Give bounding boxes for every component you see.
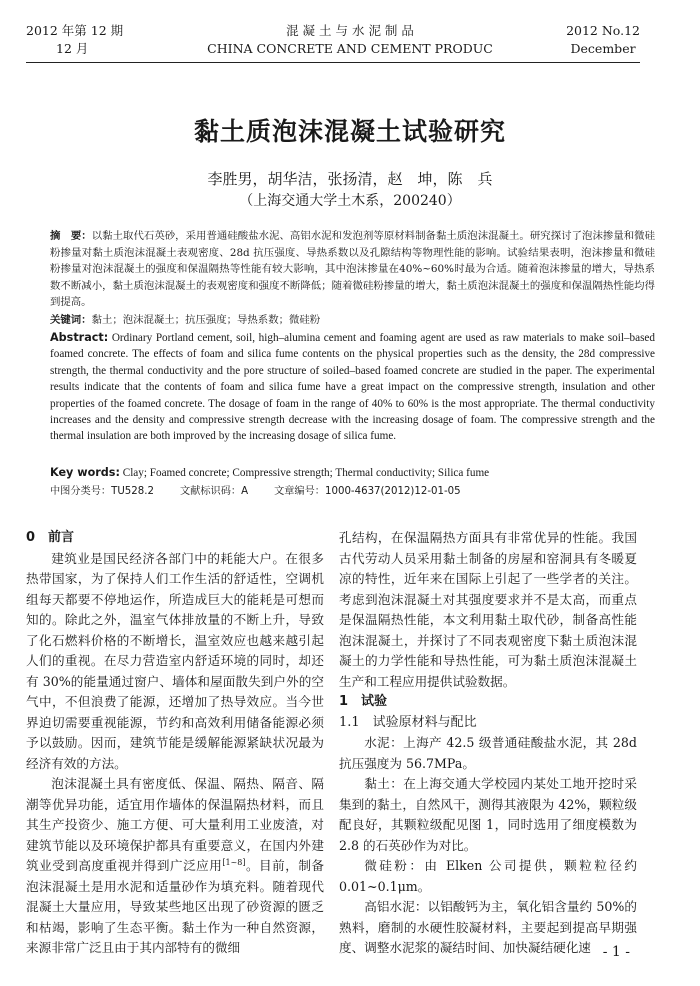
paragraph: 建筑业是国民经济各部门中的耗能大户。在很多热带国家，为了保持人们工作生活的舒适性，空调机组每天都要不停地运作，所造成巨大的能耗是可想而知的。除此之外，温室气体排放量的不断上升，导致了化石燃料价格的不断增长，温室效应也越来越引起人们的重视。在尽力营造室内舒适环境的同时，却还有 30%的能量通过窗户、墙体和屋面散失到户外的空气中，不但浪费了能源，还增加了热导效应。当今世界迫切需要重视能源，节约和高效利用储备能源必须予以鼓励。因而，建筑节能是缓解能源紧缺状况最为经济有效的方法。 (26, 550, 324, 771)
journal-name-en: CHINA CONCRETE AND CEMENT PRODUC (207, 41, 493, 56)
paragraph-silica-fume: 微硅粉：由 Elken 公司提供，颗粒粒径约 0.01~0.1μm。 (339, 858, 637, 894)
paragraph-cement: 水泥：上海产 42.5 级普通硅酸盐水泥，其 28d 抗压强度为 56.7MPa。 (339, 735, 637, 771)
left-column (26, 528, 324, 959)
issue-number-cn: 2012 年第 12 期 (26, 23, 124, 38)
section-heading-intro: 0 前言 (26, 530, 75, 545)
right-column (339, 528, 637, 959)
issue-month-cn: 12 月 (56, 41, 89, 56)
abstract-en (50, 330, 655, 445)
keywords-en-text: Clay; Foamed concrete; Compressive strength; Thermal conductivity; Silica fume (122, 467, 490, 479)
paragraph (26, 774, 324, 959)
paragraph: 孔结构，在保温隔热方面具有非常优异的性能。我国古代劳动人员采用黏土制备的房屋和窑洞具有冬暖夏凉的特性，近年来在国际上引起了一些学者的关注。考虑到泡沫混凝土对其强度要求并不是太高，而重点是保温隔热性能，本文利用黏土取代砂，制备高性能泡沫混凝土，并探讨了不同表观密度下黏土质泡沫混凝土的力学性能和导热性能，可为黏土质泡沫混凝土生产和工程应用提供试验数据。 (339, 530, 637, 689)
keywords-cn (50, 312, 655, 329)
abstract-en-label: Abstract: (50, 331, 109, 344)
article-number: 文章编号：1000-4637(2012)12-01-05 (274, 486, 461, 497)
paragraph-clay: 黏土：在上海交通大学校园内某处工地开挖时采集到的黏土，自然风干，测得其液限为 42%，颗粒级配良好，其颗粒级配见图 1，同时选用了细度模数为 2.8 的石英砂作为对比。 (339, 776, 637, 853)
header-rule (26, 62, 640, 63)
abstract-cn (50, 228, 655, 311)
affiliation: （上海交通大学土木系，200240） (239, 193, 461, 209)
citation-ref: [1~8] (222, 857, 246, 867)
issue-month-en: December (570, 41, 636, 56)
keywords-en-label: Key words: (50, 466, 120, 479)
keywords-cn-label: 关键词： (50, 314, 92, 326)
keywords-en (50, 465, 655, 482)
page-number: - 1 - (602, 944, 630, 960)
paragraph-alumina-cement: 高铝水泥：以铝酸钙为主，氧化铝含量约 50%的熟料，磨制的水硬性胶凝材料，主要起到提高早期强度、调整水泥浆的凝结时间、加快凝结硬化速 (339, 899, 637, 955)
clc-number: 中图分类号：TU528.2 (50, 486, 154, 497)
document-code: 文献标识码：A (179, 486, 249, 497)
issue-number-en: 2012 No.12 (566, 23, 640, 38)
abstract-en-text: Ordinary Portland cement, soil, high–alumina cement and foaming agent are used as raw materials to make soil–based foamed concrete. The effects of foam and silica fume contents on the physical properties such as the density, the 28d compressive strength, the thermal conductivity and the pore structure of soiled–based foamed concrete are studied in the paper. The experimental results indicate that the contents of foam and silica fume have a great impact on the compressive strength, insulation and other properties of the foamed concrete. The dosage of foam in the range of 40% to 60% is the most appropriate. The thermal conductivity increases and the density and compressive strength decrease with the increasing dosage of foam. The compressive strength and the thermal insulation are both improved by the increasing dosage of silica fume. (50, 332, 655, 443)
abstract-cn-label: 摘 要： (50, 230, 92, 242)
keywords-cn-text: 黏土；泡沫混凝土；抗压强度；导热系数；微硅粉 (91, 314, 321, 326)
classification-line (50, 484, 655, 501)
author-list: 李胜男，胡华洁，张扬清，赵 坤，陈 兵 (207, 170, 493, 188)
issue-info-en (566, 22, 640, 58)
subsection-heading-materials: 1.1 试验原材料与配比 (339, 714, 477, 730)
paper-title: 黏土质泡沫混凝土试验研究 (193, 117, 506, 146)
section-heading-experiment: 1 试验 (339, 694, 388, 709)
paragraph-text: 泡沫混凝土具有密度低、保温、隔热、隔音、隔潮等优异功能，适宜用作墙体的保温隔热材料，而且其生产投资少、施工方便、可大量利用工业废渣，对建筑节能以及环境保护都具有重要意义，在国内外建筑业受到高度重视并得到广泛应用 (26, 776, 324, 873)
running-header (0, 22, 700, 82)
abstract-cn-text: 以黏土取代石英砂，采用普通硅酸盐水泥、高铝水泥和发泡剂等原材料制备黏土质泡沫混凝土。研究探讨了泡沫掺量和微硅粉掺量对黏土质泡沫混凝土表观密度、28d 抗压强度、导热系数以及孔隙结构等物理性能的影响。试验结果表明，泡沫掺量和微硅粉掺量对泡沫混凝土的强度和保温隔热等性能有较大影响，其中泡沫掺量在40%~60%时最为合适。随着泡沫掺量的增大，导热系数不断减小，黏土质泡沫混凝土的表观密度和强度不断降低；随着微硅粉掺量的增大，黏土质泡沫混凝土的强度和保温隔热性能均得到提高。 (50, 230, 656, 309)
paragraph-text: 。目前，制备泡沫混凝土是用水泥和适量砂作为填充料。随着现代混凝土大量应用，导致某些地区出现了砂资源的匮乏和枯竭，影响了生态平衡。黏土作为一种自然资源，来源非常广泛且由于其内部特有的微细 (26, 858, 325, 955)
journal-name-cn: 混 凝 土 与 水 泥 制 品 (286, 23, 414, 38)
